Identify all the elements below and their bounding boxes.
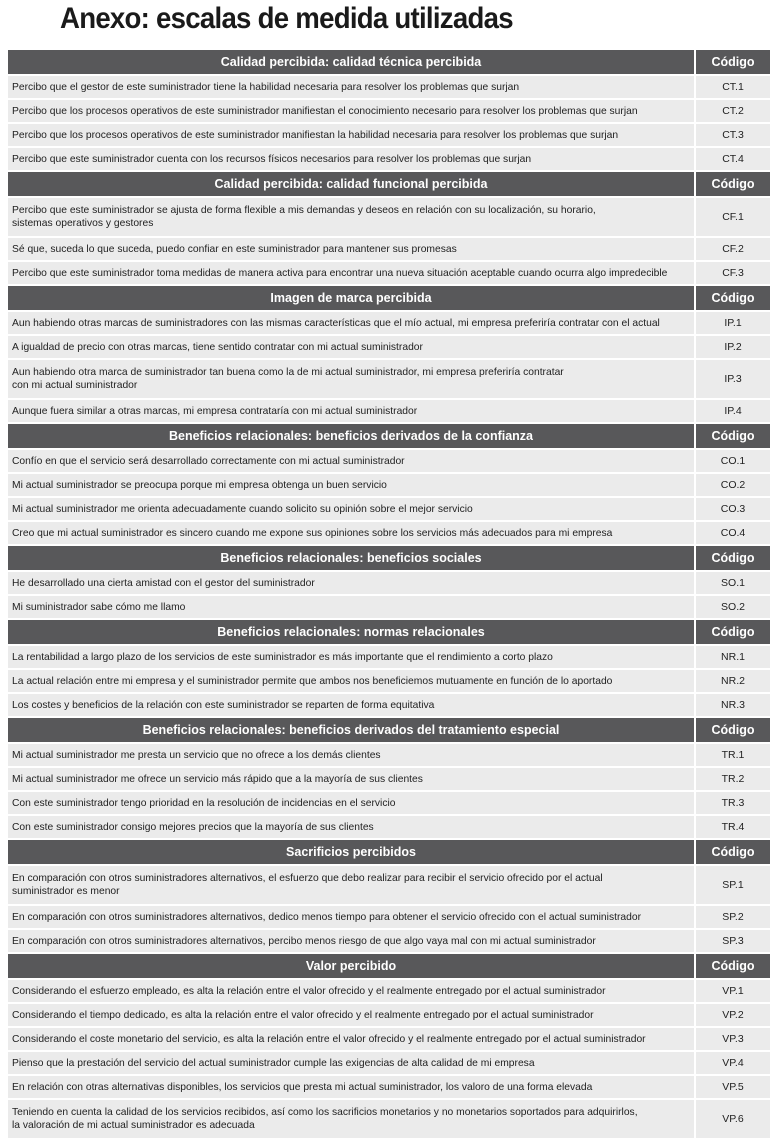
code-column-header: Código: [694, 840, 770, 864]
item-statement: Sé que, suceda lo que suceda, puedo confiar en este suministrador para mantener sus promesas: [8, 238, 694, 260]
item-statement: Los costes y beneficios de la relación con este suministrador se reparten de forma equitativa: [8, 694, 694, 716]
item-statement: A igualdad de precio con otras marcas, tiene sentido contratar con mi actual suministrador: [8, 336, 694, 358]
table-row: [8, 768, 770, 790]
code-column-header: Código: [694, 718, 770, 742]
item-statement: Creo que mi actual suministrador es sincero cuando me expone sus opiniones sobre los servicios más adecuados para mi empresa: [8, 522, 694, 544]
table-row: [8, 100, 770, 122]
section-header-row: [8, 840, 770, 864]
item-code: VP.1: [694, 980, 770, 1002]
item-code: TR.1: [694, 744, 770, 766]
item-statement: Pienso que la prestación del servicio del actual suministrador cumple las exigencias de alta calidad de mi empresa: [8, 1052, 694, 1074]
item-code: CF.1: [694, 198, 770, 236]
section-heading: Beneficios relacionales: normas relacionales: [8, 620, 694, 644]
item-code: IP.1: [694, 312, 770, 334]
item-statement: Considerando el esfuerzo empleado, es alta la relación entre el valor ofrecido y el realmente entregado por el actual suministrador: [8, 980, 694, 1002]
table-row: [8, 694, 770, 716]
item-code: SO.1: [694, 572, 770, 594]
item-statement: Percibo que este suministrador toma medidas de manera activa para encontrar una nueva situación aceptable cuando ocurra algo impredecible: [8, 262, 694, 284]
item-code: SP.2: [694, 906, 770, 928]
item-statement: He desarrollado una cierta amistad con el gestor del suministrador: [8, 572, 694, 594]
table-row: [8, 450, 770, 472]
section-header-row: [8, 172, 770, 196]
table-row: [8, 596, 770, 618]
table-row: [8, 336, 770, 358]
item-code: TR.2: [694, 768, 770, 790]
code-column-header: Código: [694, 286, 770, 310]
section-heading: Calidad percibida: calidad funcional percibida: [8, 172, 694, 196]
table-row: [8, 312, 770, 334]
item-code: NR.1: [694, 646, 770, 668]
section-heading: Beneficios relacionales: beneficios derivados de la confianza: [8, 424, 694, 448]
table-row: [8, 1052, 770, 1074]
item-statement: Mi actual suministrador me ofrece un servicio más rápido que a la mayoría de sus clientes: [8, 768, 694, 790]
code-column-header: Código: [694, 954, 770, 978]
item-code: VP.4: [694, 1052, 770, 1074]
code-column-header: Código: [694, 546, 770, 570]
section-heading: Valor percibido: [8, 954, 694, 978]
item-code: CO.4: [694, 522, 770, 544]
table-row: [8, 148, 770, 170]
item-statement: Considerando el coste monetario del servicio, es alta la relación entre el valor ofrecido y el realmente entregado por el actual suministrador: [8, 1028, 694, 1050]
item-code: NR.3: [694, 694, 770, 716]
item-statement: Percibo que el gestor de este suministrador tiene la habilidad necesaria para resolver los problemas que surjan: [8, 76, 694, 98]
item-statement: Mi suministrador sabe cómo me llamo: [8, 596, 694, 618]
item-code: VP.3: [694, 1028, 770, 1050]
table-row: [8, 980, 770, 1002]
section-header-row: [8, 424, 770, 448]
item-statement: En relación con otras alternativas disponibles, los servicios que presta mi actual suministrador, los valoro de una forma elevada: [8, 1076, 694, 1098]
item-code: CT.3: [694, 124, 770, 146]
item-statement: Percibo que este suministrador cuenta con los recursos físicos necesarios para resolver los problemas que surjan: [8, 148, 694, 170]
item-statement: Percibo que este suministrador se ajusta de forma flexible a mis demandas y deseos en relación con su localización, su horario, sistemas operativos y gestores: [8, 198, 694, 236]
item-statement: En comparación con otros suministradores alternativos, dedico menos tiempo para obtener el servicio ofrecido con el actual suministrador: [8, 906, 694, 928]
item-code: CT.1: [694, 76, 770, 98]
item-code: CF.2: [694, 238, 770, 260]
item-code: IP.2: [694, 336, 770, 358]
item-statement: Aun habiendo otras marcas de suministradores con las mismas características que el mío actual, mi empresa preferiría contratar con el actual: [8, 312, 694, 334]
table-row: [8, 792, 770, 814]
table-row: [8, 498, 770, 520]
item-code: SP.1: [694, 866, 770, 904]
item-code: TR.4: [694, 816, 770, 838]
item-code: CT.2: [694, 100, 770, 122]
item-code: NR.2: [694, 670, 770, 692]
section-header-row: [8, 718, 770, 742]
item-statement: La rentabilidad a largo plazo de los servicios de este suministrador es más importante que el rendimiento a corto plazo: [8, 646, 694, 668]
item-code: CF.3: [694, 262, 770, 284]
section-heading: Beneficios relacionales: beneficios sociales: [8, 546, 694, 570]
item-code: CO.2: [694, 474, 770, 496]
item-code: VP.2: [694, 1004, 770, 1026]
item-code: VP.5: [694, 1076, 770, 1098]
item-statement: En comparación con otros suministradores alternativos, percibo menos riesgo de que algo vaya mal con mi actual suministrador: [8, 930, 694, 952]
table-row: [8, 744, 770, 766]
table-row: [8, 1100, 770, 1138]
table-row: [8, 816, 770, 838]
table-row: [8, 474, 770, 496]
table-row: [8, 198, 770, 236]
scales-table: [8, 48, 770, 1140]
table-row: [8, 400, 770, 422]
item-code: SO.2: [694, 596, 770, 618]
code-column-header: Código: [694, 172, 770, 196]
item-statement: Confío en que el servicio será desarrollado correctamente con mi actual suministrador: [8, 450, 694, 472]
table-row: [8, 670, 770, 692]
table-row: [8, 572, 770, 594]
section-header-row: [8, 546, 770, 570]
page-title: Anexo: escalas de medida utilizadas: [60, 2, 513, 35]
table-row: [8, 866, 770, 904]
item-statement: La actual relación entre mi empresa y el suministrador permite que ambos nos beneficiemos mutuamente en función de lo aportado: [8, 670, 694, 692]
item-code: SP.3: [694, 930, 770, 952]
item-statement: Mi actual suministrador me orienta adecuadamente cuando solicito su opinión sobre el mejor servicio: [8, 498, 694, 520]
section-heading: Sacrificios percibidos: [8, 840, 694, 864]
item-code: CO.1: [694, 450, 770, 472]
table-row: [8, 1076, 770, 1098]
item-statement: Mi actual suministrador se preocupa porque mi empresa obtenga un buen servicio: [8, 474, 694, 496]
item-code: CT.4: [694, 148, 770, 170]
table-row: [8, 124, 770, 146]
item-statement: Percibo que los procesos operativos de este suministrador manifiestan la habilidad necesaria para resolver los problemas que surjan: [8, 124, 694, 146]
table-row: [8, 646, 770, 668]
code-column-header: Código: [694, 50, 770, 74]
item-statement: Con este suministrador consigo mejores precios que la mayoría de sus clientes: [8, 816, 694, 838]
scales-table-body: [8, 50, 770, 1138]
item-code: TR.3: [694, 792, 770, 814]
section-heading: Imagen de marca percibida: [8, 286, 694, 310]
item-statement: Mi actual suministrador me presta un servicio que no ofrece a los demás clientes: [8, 744, 694, 766]
section-header-row: [8, 954, 770, 978]
table-row: [8, 930, 770, 952]
item-statement: En comparación con otros suministradores alternativos, el esfuerzo que debo realizar para recibir el servicio ofrecido por el actual suministrador es menor: [8, 866, 694, 904]
item-statement: Teniendo en cuenta la calidad de los servicios recibidos, así como los sacrificios monetarios y no monetarios soportados para adquirirlos, la valoración de mi actual suministrador es adecuada: [8, 1100, 694, 1138]
section-header-row: [8, 620, 770, 644]
item-statement: Aun habiendo otra marca de suministrador tan buena como la de mi actual suministrador, mi empresa preferiría contratar con mi actual suministrador: [8, 360, 694, 398]
code-column-header: Código: [694, 620, 770, 644]
table-row: [8, 522, 770, 544]
table-row: [8, 238, 770, 260]
section-header-row: [8, 50, 770, 74]
item-code: IP.4: [694, 400, 770, 422]
item-statement: Aunque fuera similar a otras marcas, mi empresa contrataría con mi actual suministrador: [8, 400, 694, 422]
item-statement: Percibo que los procesos operativos de este suministrador manifiestan el conocimiento necesario para resolver los problemas que surjan: [8, 100, 694, 122]
code-column-header: Código: [694, 424, 770, 448]
table-row: [8, 262, 770, 284]
item-statement: Con este suministrador tengo prioridad en la resolución de incidencias en el servicio: [8, 792, 694, 814]
table-row: [8, 1028, 770, 1050]
section-heading: Beneficios relacionales: beneficios derivados del tratamiento especial: [8, 718, 694, 742]
item-statement: Considerando el tiempo dedicado, es alta la relación entre el valor ofrecido y el realmente entregado por el actual suministrador: [8, 1004, 694, 1026]
item-code: CO.3: [694, 498, 770, 520]
table-row: [8, 1004, 770, 1026]
item-code: VP.6: [694, 1100, 770, 1138]
table-row: [8, 906, 770, 928]
section-header-row: [8, 286, 770, 310]
table-row: [8, 76, 770, 98]
table-row: [8, 360, 770, 398]
item-code: IP.3: [694, 360, 770, 398]
section-heading: Calidad percibida: calidad técnica percibida: [8, 50, 694, 74]
